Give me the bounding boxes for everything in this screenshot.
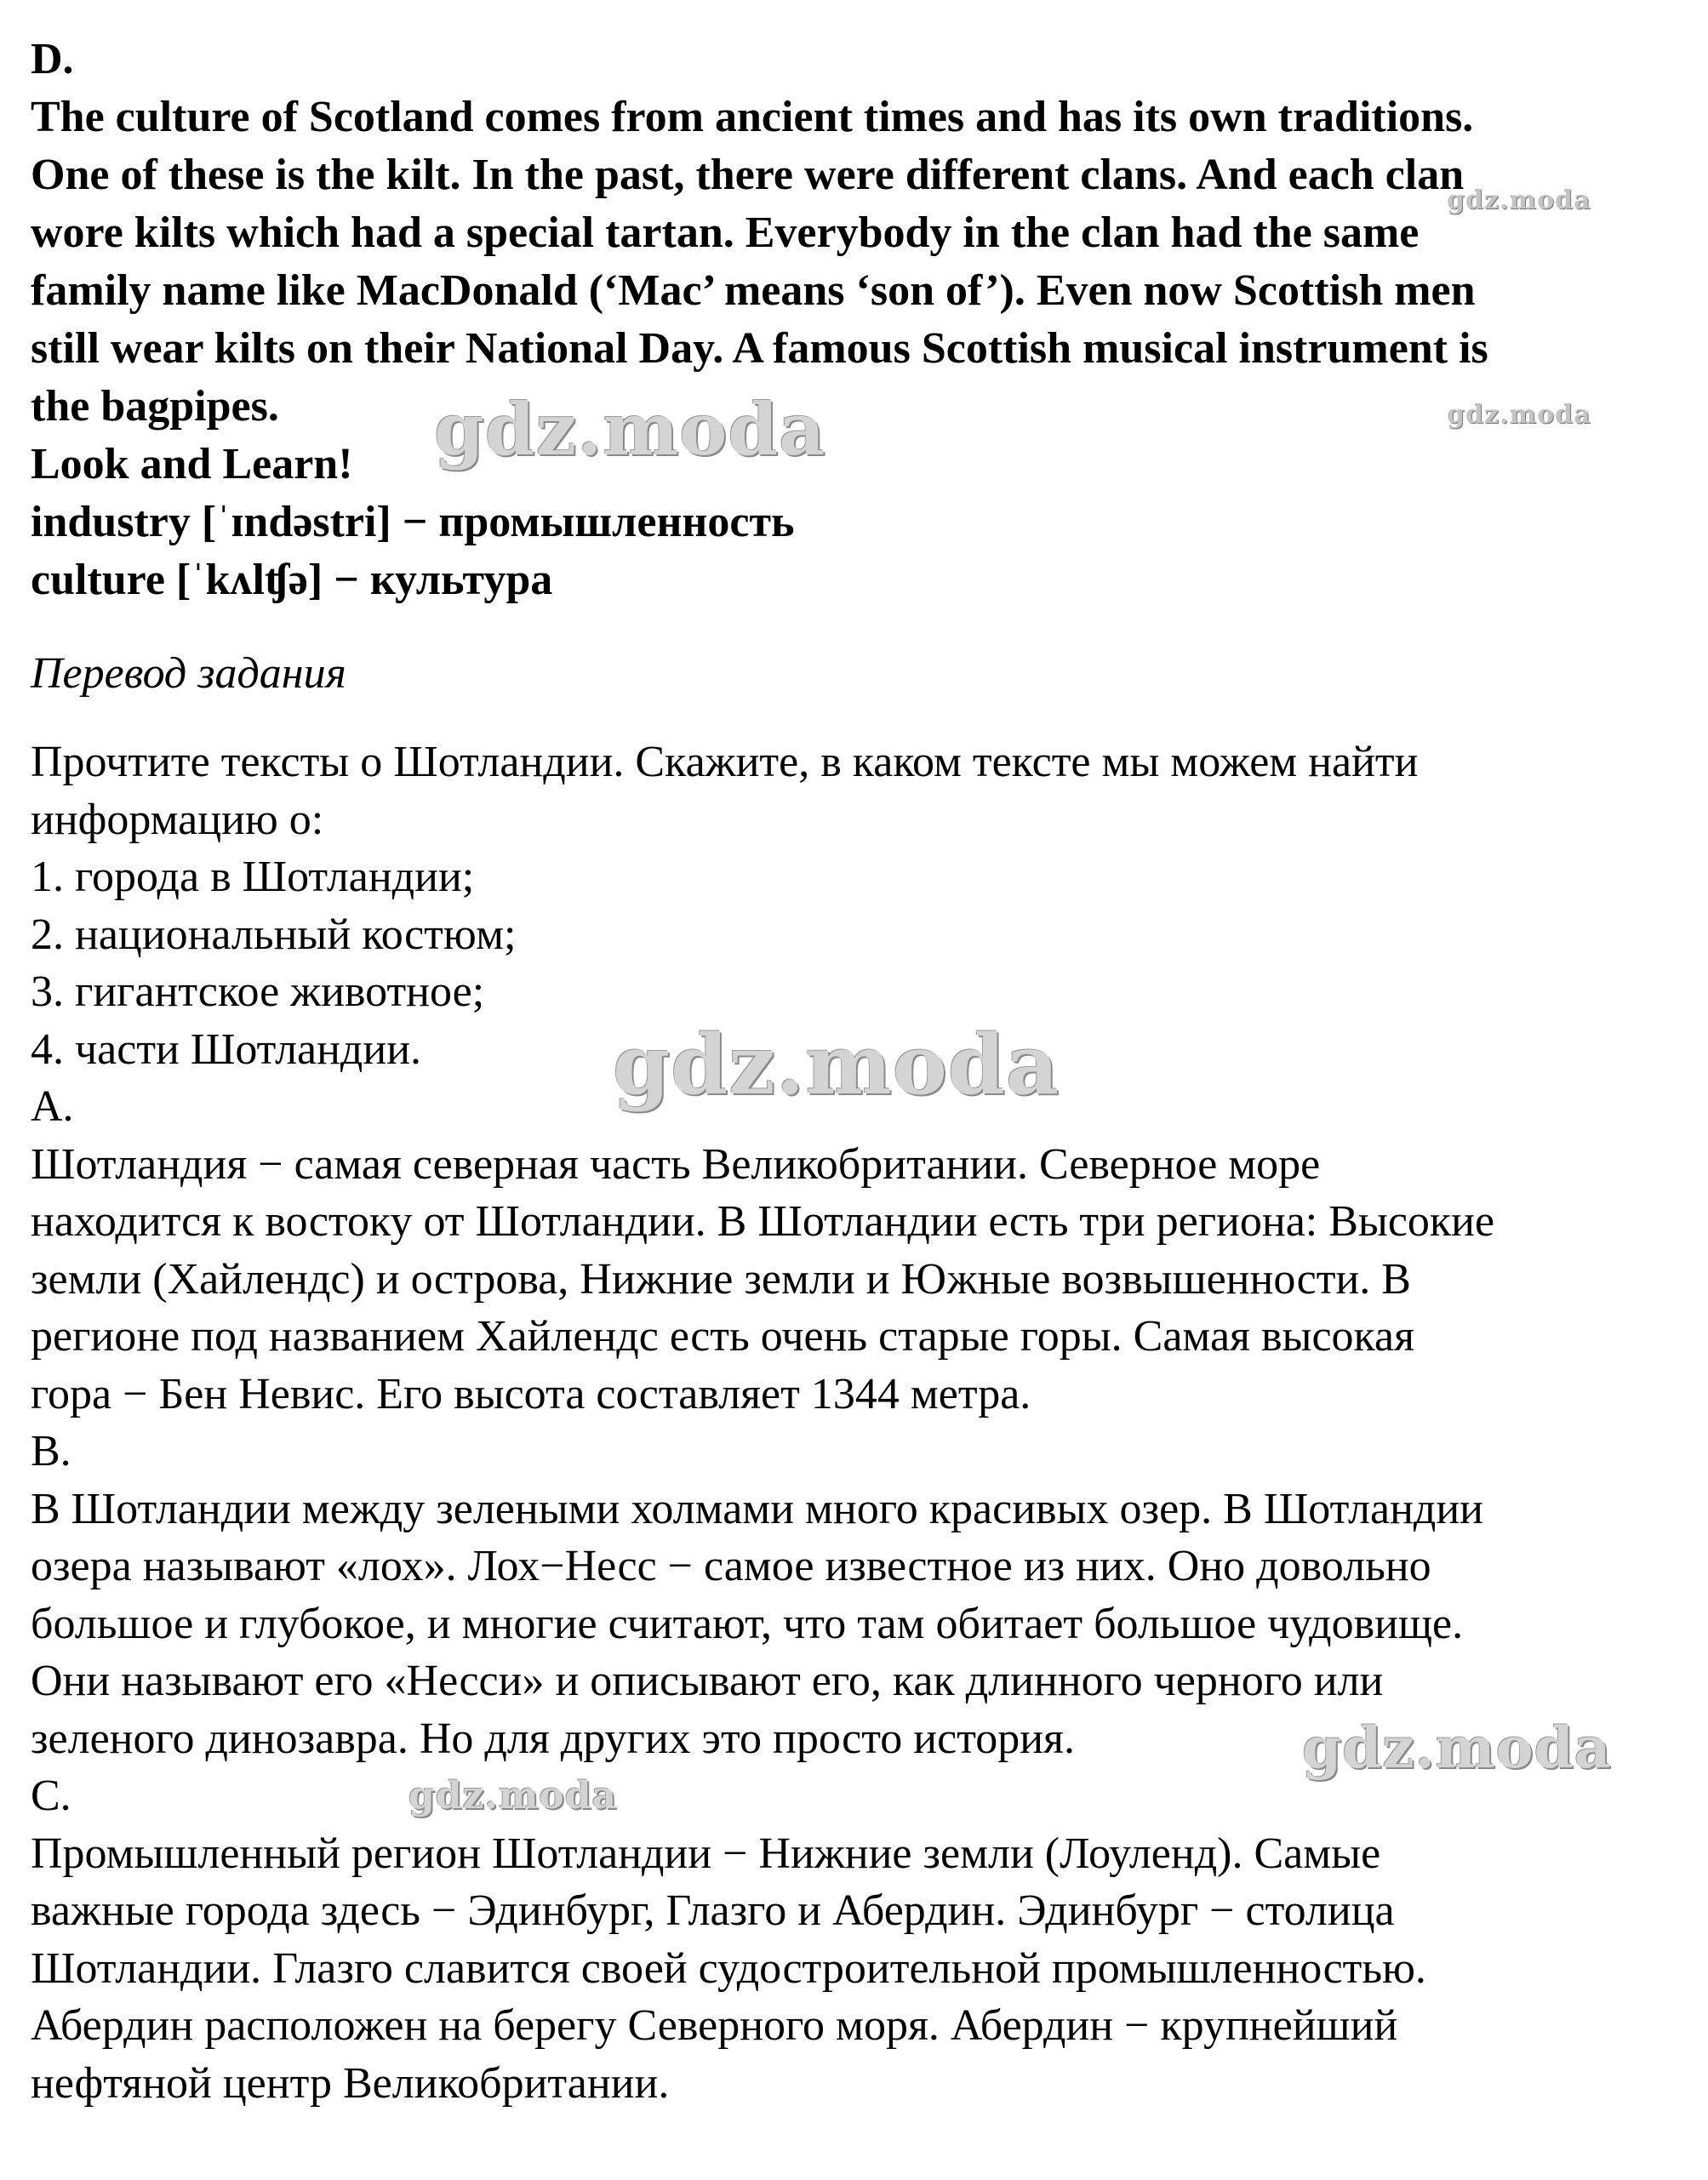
watermark-logo: gdz.moda — [613, 1017, 1060, 1113]
question-list — [31, 848, 1690, 1078]
section-c — [31, 1767, 1690, 2112]
list-item: 3. гигантское животное; — [31, 967, 485, 1016]
watermark-logo: gdz.moda — [408, 1774, 618, 1818]
section-b-line: озера называют «лох». Лох−Несс − самое известное из них. Оно довольно — [31, 1542, 1431, 1590]
section-a-line: регионе под названием Хайлендс есть очень старые горы. Самая высокая — [31, 1312, 1415, 1361]
watermark-logo: gdz.moda — [434, 387, 826, 471]
section-b-line: зеленого динозавра. Но для других это просто история. — [31, 1714, 1075, 1763]
section-a-line: земли (Хайлендс) и острова, Нижние земли и Южные возвышенности. В — [31, 1254, 1411, 1304]
section-d-line: the bagpipes. — [31, 382, 279, 431]
list-item: 2. национальный костюм; — [31, 910, 517, 959]
section-b — [31, 1423, 1690, 1767]
list-item: 4. части Шотландии. — [31, 1024, 422, 1074]
section-d-line: The culture of Scotland comes from ancient times and has its own traditions. — [31, 93, 1474, 141]
section-c-line: нефтяной центр Великобритании. — [31, 2058, 670, 2108]
section-d-line: wore kilts which had a special tartan. Everybody in the clan had the same — [31, 208, 1420, 257]
section-d-line: still wear kilts on their National Day. A famous Scottish musical instrument is — [31, 324, 1488, 373]
section-b-line: В Шотландии между зелеными холмами много красивых озер. В Шотландии — [31, 1484, 1484, 1533]
section-d-line: One of these is the kilt. In the past, there were different clans. And each clan — [31, 151, 1465, 199]
translation-heading: Перевод задания — [31, 649, 346, 698]
section-b-line: Они называют его «Несси» и описывают его, как длинного черного или — [31, 1657, 1384, 1705]
watermark-logo: gdz.moda — [1447, 400, 1591, 430]
section-c-line: Абердин расположен на берегу Северного моря. Абердин − крупнейший — [31, 2001, 1398, 2050]
section-c-line: Промышленный регион Шотландии − Нижние земли (Лоуленд). Самые — [31, 1829, 1381, 1878]
intro-line: информацию о: — [31, 795, 324, 844]
vocab-block — [31, 436, 1690, 609]
section-d-line: family name like MacDonald (‘Mac’ means ‘son of’). Even now Scottish men — [31, 266, 1476, 315]
vocab-item: industry [ˈɪndəstri] − промышленность — [31, 498, 795, 546]
vocab-heading: Look and Learn! — [31, 440, 353, 488]
section-b-letter: B. — [31, 1427, 71, 1475]
watermark-logo: gdz.moda — [1447, 185, 1591, 215]
vocab-item: culture [ˈkʌlʧə] − культура — [31, 556, 553, 604]
section-d-letter: D. — [31, 35, 74, 83]
section-d — [31, 31, 1690, 436]
section-a-line: Шотландия − самая северная часть Великобритании. Северное море — [31, 1139, 1321, 1189]
section-b-line: большое и глубокое, и многие считают, что там обитает большое чудовище. — [31, 1599, 1464, 1648]
list-item: 1. города в Шотландии; — [31, 853, 475, 901]
section-c-line: Шотландии. Глазго славится своей судостроительной промышленностью. — [31, 1943, 1426, 1993]
section-c-line: важные города здесь − Эдинбург, Глазго и Абердин. Эдинбург − столица — [31, 1886, 1395, 1935]
document-page — [31, 31, 1690, 2112]
section-a-line: находится к востоку от Шотландии. В Шотландии есть три региона: Высокие — [31, 1197, 1495, 1246]
intro-line: Прочтите тексты о Шотландии. Скажите, в каком тексте мы можем найти — [31, 738, 1419, 786]
translation-intro — [31, 733, 1690, 848]
section-a-letter: A. — [31, 1082, 74, 1131]
section-c-letter: C. — [31, 1772, 71, 1820]
watermark-logo: gdz.moda — [1302, 1715, 1612, 1781]
section-a-line: гора − Бен Невис. Его высота составляет 1344 метра. — [31, 1369, 1031, 1418]
section-a — [31, 1078, 1690, 1423]
